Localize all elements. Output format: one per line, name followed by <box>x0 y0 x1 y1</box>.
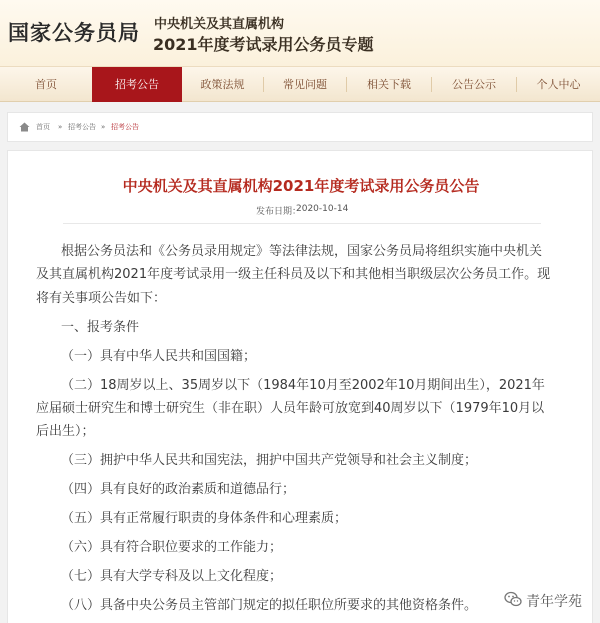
section-heading: 一、报考条件 <box>61 320 140 335</box>
breadcrumb-section[interactable]: 招考公告 <box>68 123 96 131</box>
nav-item-announcements[interactable]: 公告公示 <box>452 78 496 91</box>
header-subtitle-line1: 中央机关及其直属机构 <box>154 17 285 32</box>
publish-date-value: 2020-10-14 <box>296 204 349 214</box>
nav-item-recruitment-notices[interactable]: 招考公告 <box>92 67 182 102</box>
title-divider <box>63 223 541 224</box>
wechat-watermark <box>504 589 600 611</box>
main-nav <box>0 66 600 102</box>
nav-item-home[interactable]: 首页 <box>35 78 57 91</box>
watermark-text: 青年学苑 <box>526 594 582 610</box>
paragraph-line: 将有关事项公告如下： <box>36 291 167 306</box>
condition-item-continuation: 后出生）； <box>36 424 95 439</box>
condition-item-continuation: 应届硕士研究生和博士研究生（非在职）人员年龄可放宽到40周岁以下（1979年10月以 <box>36 401 545 416</box>
nav-item-faq[interactable]: 常见问题 <box>283 78 327 91</box>
nav-item-policies[interactable]: 政策法规 <box>200 78 245 91</box>
header-subtitle-line2: 2021年度考试录用公务员专题 <box>153 35 374 54</box>
paragraph-line: 及其直属机构2021年度考试录用一级主任科员及以下和其他相当职级层次公务员工作。现 <box>36 267 551 282</box>
breadcrumb-separator: » <box>58 123 63 131</box>
breadcrumb-current: 招考公告 <box>111 123 139 131</box>
condition-item: （四）具有良好的政治素质和道德品行； <box>61 482 296 497</box>
nav-item-downloads[interactable]: 相关下载 <box>367 78 411 91</box>
breadcrumb <box>7 112 593 142</box>
condition-item: （二）18周岁以上、35周岁以下（1984年10月至2002年10月期间出生），2021年 <box>61 378 545 393</box>
condition-item: （七）具有大学专科及以上文化程度； <box>61 569 283 584</box>
condition-item: （五）具有正常履行职责的身体条件和心理素质； <box>61 511 348 526</box>
site-header <box>0 0 600 66</box>
condition-item: （三）拥护中华人民共和国宪法，拥护中国共产党领导和社会主义制度； <box>61 453 478 468</box>
article-panel <box>7 150 593 623</box>
condition-item: （一）具有中华人民共和国国籍； <box>61 349 257 364</box>
condition-item: （八）具备中央公务员主管部门规定的拟任职位所要求的其他资格条件。 <box>61 598 478 613</box>
breadcrumb-home[interactable]: 首页 <box>36 123 50 131</box>
nav-item-personal-center[interactable]: 个人中心 <box>536 78 581 91</box>
publish-date-label: 发布日期： <box>256 207 302 217</box>
condition-item: （六）具有符合职位要求的工作能力； <box>61 540 283 555</box>
breadcrumb-separator: » <box>101 123 106 131</box>
wechat-icon <box>504 590 522 608</box>
home-icon[interactable] <box>19 122 30 132</box>
article-title: 中央机关及其直属机构2021年度考试录用公务员公告 <box>122 177 480 195</box>
site-name[interactable]: 国家公务员局 <box>8 21 140 45</box>
paragraph-line: 根据公务员法和《公务员录用规定》等法律法规，国家公务员局将组织实施中央机关 <box>61 244 543 259</box>
